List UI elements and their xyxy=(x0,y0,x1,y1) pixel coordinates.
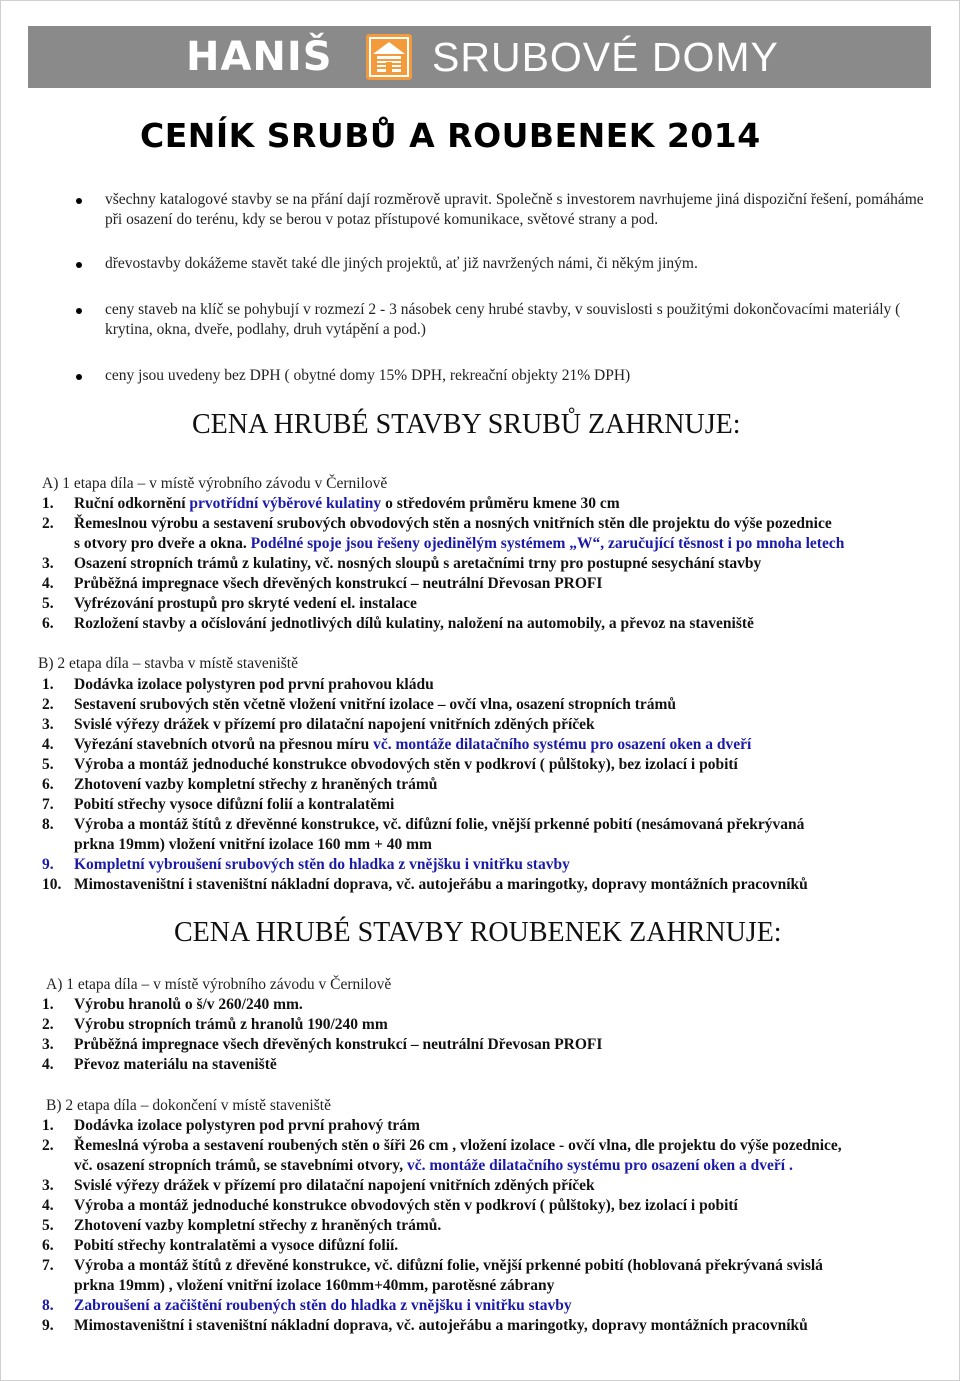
item-text: Rozložení stavby a očíslování jednotlivých dílů kulatiny, naložení na automobily, a převoz na staveniště xyxy=(74,615,754,632)
item-highlight: vč. montáže dilatačního systému pro osazení oken a dveří xyxy=(373,736,752,753)
item-text: Výrobu stropních trámů z hranolů 190/240 mm xyxy=(74,1016,388,1033)
item-number: 6. xyxy=(42,615,54,632)
etapa-a-label: A) 1 etapa díla – v místě výrobního závodu v Černilově xyxy=(46,976,392,993)
item-highlight: Kompletní vybroušení srubových stěn do hladka z vnějšku i vnitřku stavby xyxy=(74,856,570,873)
item-text: Řemeslnou výrobu a sestavení srubových obvodových stěn a nosných vnitřních stěn dle projektu do výše pozednice xyxy=(74,515,832,532)
item-text: Výroba a montáž jednoduché konstrukce obvodových stěn v podkroví ( půlštoky), bez izolací i pobití xyxy=(74,756,738,773)
item-number: 5. xyxy=(42,756,54,773)
item-text: Řemeslná výroba a sestavení roubených stěn o šíři 26 cm , vložení izolace - ovčí vlna, dle projektu do výše pozednice, xyxy=(74,1137,842,1154)
item-text: Průběžná impregnace všech dřevěných konstrukcí – neutrální Dřevosan PROFI xyxy=(74,1036,603,1053)
item-number: 2. xyxy=(42,1016,54,1033)
item-text: Osazení stropních trámů z kulatiny, vč. nosných sloupů s aretačními trny pro postupné sesychání stavby xyxy=(74,555,762,572)
item-number: 1. xyxy=(42,676,54,693)
item-number: 1. xyxy=(42,996,54,1013)
brand-name: HANIŠ xyxy=(186,34,333,80)
item-number: 9. xyxy=(42,856,54,873)
bullet-dot xyxy=(76,374,82,380)
item-number: 9. xyxy=(42,1317,54,1334)
bullet-text: ceny jsou uvedeny bez DPH ( obytné domy 15% DPH, rekreační objekty 21% DPH) xyxy=(105,367,631,384)
item-text: Výroba a montáž štítů z dřevěné konstrukce, vč. difůzní folie, vnější prkenné pobití (hoblovaná překrývaná svislá xyxy=(74,1257,823,1274)
item-number: 3. xyxy=(42,716,54,733)
item-text: Průběžná impregnace všech dřevěných konstrukcí – neutrální Dřevosan PROFI xyxy=(74,575,603,592)
item-number: 5. xyxy=(42,1217,54,1234)
item-highlight: Zabroušení a začištění roubených stěn do hladka z vnějšku i vnitřku stavby xyxy=(74,1297,572,1314)
item-text: Mimostaveništní i staveništní nákladní doprava, vč. autojeřábu a maringotky, dopravy montážních pracovníků xyxy=(74,1317,808,1334)
item-number: 10. xyxy=(42,876,62,893)
item-text: prkna 19mm) vložení vnitřní izolace 160 mm + 40 mm xyxy=(74,836,432,853)
item-number: 5. xyxy=(42,595,54,612)
bullet-dot xyxy=(76,308,82,314)
item-number: 6. xyxy=(42,1237,54,1254)
brand-subtitle: SRUBOVÉ DOMY xyxy=(432,34,779,80)
item-text: Výrobu hranolů o š/v 260/240 mm. xyxy=(74,996,303,1013)
item-number: 7. xyxy=(42,796,54,813)
item-number: 4. xyxy=(42,575,54,592)
item-number: 3. xyxy=(42,1177,54,1194)
house-logo-icon xyxy=(366,34,412,80)
section-heading-roubenky: CENA HRUBÉ STAVBY ROUBENEK ZAHRNUJE: xyxy=(174,917,782,948)
item-number: 2. xyxy=(42,1137,54,1154)
item-text: Mimostaveništní i staveništní nákladní doprava, vč. autojeřábu a maringotky, dopravy montážních pracovníků xyxy=(74,876,808,893)
bullet-dot xyxy=(76,198,82,204)
item-highlight: prvotřídní výběrové kulatiny xyxy=(189,495,382,512)
item-number: 4. xyxy=(42,1056,54,1073)
item-text: Zhotovení vazby kompletní střechy z hraněných trámů. xyxy=(74,1217,442,1234)
item-text: Sestavení srubových stěn včetně vložení vnitřní izolace – ovčí vlna, osazení stropních trámů xyxy=(74,696,677,713)
bullet-text: dřevostavby dokážeme stavět také dle jiných projektů, ať již navržených námi, či někým jiným. xyxy=(105,255,698,272)
bullet-text: všechny katalogové stavby se na přání dají rozměrově upravit. Společně s investorem navrhujeme jiná dispoziční řešení, pomáháme při osazení do terénu, kdy se berou v potaz přístupové komunikace, světové strany a pod. xyxy=(105,191,924,228)
item-text: vč. osazení stropních trámů, se stavebními otvory, xyxy=(74,1157,407,1174)
item-text: Dodávka izolace polystyren pod první prahový trám xyxy=(74,1117,420,1134)
item-text: Pobití střechy vysoce difůzní folií a kontralatěmi xyxy=(74,796,395,813)
item-text: prkna 19mm) , vložení vnitřní izolace 160mm+40mm, parotěsné zábrany xyxy=(74,1277,555,1294)
item-text: Vyfrézování prostupů pro skryté vedení el. instalace xyxy=(74,595,417,612)
etapa-b-label: B) 2 etapa díla – stavba v místě staveniště xyxy=(38,655,298,672)
item-number: 8. xyxy=(42,1297,54,1314)
item-number: 3. xyxy=(42,1036,54,1053)
page-title: CENÍK SRUBŮ A ROUBENEK 2014 xyxy=(140,116,761,155)
item-number: 1. xyxy=(42,1117,54,1134)
item-text: Ruční odkornění xyxy=(74,495,190,512)
item-text: Svislé výřezy drážek v přízemí pro dilatační napojení vnitřních zděných příček xyxy=(74,716,595,733)
item-number: 7. xyxy=(42,1257,54,1274)
item-text: s otvory pro dveře a okna. xyxy=(74,535,251,552)
item-number: 3. xyxy=(42,555,54,572)
item-text: Výroba a montáž jednoduché konstrukce obvodových stěn v podkroví ( půlštoky), bez izolací i pobití xyxy=(74,1197,738,1214)
bullet-text: ceny staveb na klíč se pohybují v rozmezí 2 - 3 násobek ceny hrubé stavby, v souvislosti s použitými dokončovacími materiály ( krytina, okna, dveře, podlahy, druh vytápění a pod.) xyxy=(105,301,901,338)
item-text: Převoz materiálu na staveniště xyxy=(74,1056,277,1073)
etapa-b-label: B) 2 etapa díla – dokončení v místě staveniště xyxy=(46,1097,331,1114)
item-number: 1. xyxy=(42,495,54,512)
item-text: Svislé výřezy drážek v přízemí pro dilatační napojení vnitřních zděných příček xyxy=(74,1177,595,1194)
item-number: 4. xyxy=(42,1197,54,1214)
item-text: Vyřezání stavebních otvorů na přesnou míru xyxy=(74,736,374,753)
item-number: 6. xyxy=(42,776,54,793)
item-text: Výroba a montáž štítů z dřevěnné konstrukce, vč. difůzní folie, vnější prkenné pobití (nesámovaná překrývaná xyxy=(74,816,805,833)
item-text: Pobití střechy kontralatěmi a vysoce difůzní folií. xyxy=(74,1237,399,1254)
item-number: 4. xyxy=(42,736,54,753)
item-text: Dodávka izolace polystyren pod první prahovou kládu xyxy=(74,676,434,693)
item-highlight: vč. montáže dilatačního systému pro osazení oken a dveří . xyxy=(406,1157,793,1174)
item-number: 8. xyxy=(42,816,54,833)
item-text: o středovém průměru kmene 30 cm xyxy=(381,495,620,512)
section-heading-sruby: CENA HRUBÉ STAVBY SRUBŮ ZAHRNUJE: xyxy=(192,409,741,440)
item-number: 2. xyxy=(42,515,54,532)
etapa-a-label: A) 1 etapa díla – v místě výrobního závodu v Černilově xyxy=(42,475,388,492)
item-highlight: Podélné spoje jsou řešeny ojedinělým systémem „W“, zaručující těsnost i po mnoha letech xyxy=(250,535,845,552)
item-number: 2. xyxy=(42,696,54,713)
bullet-dot xyxy=(76,262,82,268)
item-text: Zhotovení vazby kompletní střechy z hraněných trámů xyxy=(74,776,438,793)
